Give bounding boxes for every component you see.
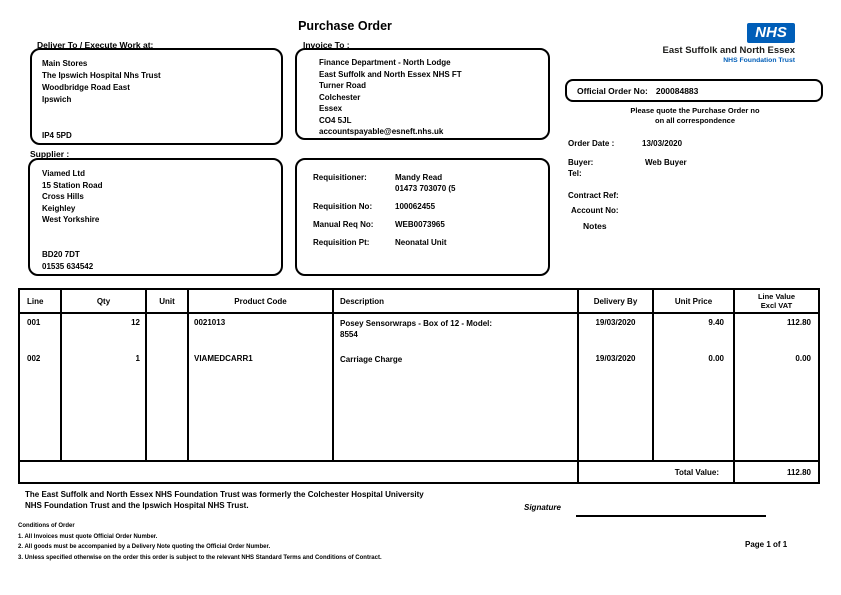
row1-unit-price: 9.40 [708,318,724,327]
line-items-table [18,288,820,484]
manual-req-no-label: Manual Req No: [313,220,374,229]
manual-req-no-value: WEB0073965 [395,220,445,229]
requisition-no-label: Requisition No: [313,202,373,211]
header-line-value: Line Value Excl VAT [757,292,796,310]
deliver-to-line: Main Stores [42,59,88,68]
row2-qty: 1 [135,354,140,363]
official-order-no-box [565,79,823,102]
deliver-to-line: Woodbridge Road East [42,83,130,92]
column-line-value [735,314,818,460]
header-description: Description [334,290,579,312]
row1-delivery-by: 19/03/2020 [595,318,636,327]
requisition-pt-value: Neonatal Unit [395,238,447,247]
condition-item: 2. All goods must be accompanied by a Delivery Note quoting the Official Order Number. [18,544,271,550]
invoice-to-box [295,48,550,140]
supplier-line: 15 Station Road [42,180,103,190]
table-total-row [20,460,818,482]
condition-item: 1. All Invoices must quote Official Order Number. [18,533,158,540]
supplier-phone: 01535 634542 [42,261,94,271]
row2-line: 002 [27,354,41,363]
deliver-to-line: The Ipswich Hospital Nhs Trust [42,71,161,80]
row2-description: Carriage Charge [340,355,403,364]
row2-line-value: 0.00 [795,354,811,363]
supplier-line [42,226,281,238]
column-line [20,314,62,460]
total-value-amount: 112.80 [786,467,811,477]
requisitioner-tel: 01473 703070 (5 [395,184,456,193]
column-qty [62,314,147,460]
order-date-label: Order Date : [568,139,615,148]
signature-line [576,515,766,517]
conditions-of-order [18,521,382,563]
row2-unit-price: 0.00 [708,354,724,363]
invoice-to-line: Essex [319,104,343,113]
requisition-pt-label: Requisition Pt: [313,238,370,247]
requisitioner-label: Requisitioner: [313,173,367,182]
deliver-to-line: Ipswich [42,95,72,104]
header-line: Line [20,290,62,312]
table-body [20,314,818,460]
supplier-line: Viamed Ltd [42,169,85,178]
nhs-logo: NHS [747,23,795,43]
requisition-no-value: 100062455 [395,202,436,211]
trust-history-note: The East Suffolk and North Essex NHS Foundation Trust was formerly the Colchester Hospital University NHS Foundation Trust and the Ipswich Hospital NHS Trust. [25,490,424,510]
column-delivery-by [579,314,654,460]
deliver-to-line [42,118,281,130]
column-product-code [189,314,334,460]
column-unit [147,314,189,460]
header-unit: Unit [147,290,189,312]
supplier-label: Supplier : [30,149,70,159]
row2-product-code: VIAMEDCARR1 [194,354,253,363]
page-number: Page 1 of 1 [745,540,788,549]
invoice-to-line: Colchester [319,92,361,102]
page-title: Purchase Order [298,19,392,33]
header-unit-price: Unit Price [654,290,735,312]
invoice-to-label: Invoice To : [303,40,350,50]
row1-line: 001 [27,318,41,327]
header-product-code: Product Code [189,290,334,312]
nhs-org-name: East Suffolk and North Essex [662,45,795,56]
deliver-to-label: Deliver To / Execute Work at: [37,40,154,50]
requisitioner-name: Mandy Read [395,173,443,182]
row1-product-code: 0021013 [194,318,226,327]
invoice-to-line: Turner Road [319,81,366,90]
column-description [334,314,579,460]
supplier-box [28,158,283,276]
supplier-postcode: BD20 7DT [42,250,80,260]
supplier-line [42,238,281,250]
supplier-line: Cross Hills [42,192,84,202]
account-no-label: Account No: [571,206,619,215]
invoice-to-line: East Suffolk and North Essex NHS FT [319,69,462,79]
invoice-to-line: CO4 5JL [319,115,352,125]
conditions-title: Conditions of Order [18,523,75,529]
condition-item: 3. Unless specified otherwise on the order this order is subject to the relevant NHS Standard Terms and Conditions of Contract. [18,554,382,561]
invoice-to-line: Finance Department - North Lodge [319,58,451,67]
row2-delivery-by: 19/03/2020 [595,354,636,363]
total-value-label: Total Value: [579,462,735,482]
buyer-label: Buyer: [568,158,594,167]
order-date-value: 13/03/2020 [642,139,683,148]
deliver-to-line [42,106,281,118]
deliver-to-box [30,48,283,145]
deliver-to-line: IP4 5PD [42,131,72,140]
row1-unit [147,318,187,354]
total-row-spacer [20,462,579,482]
contract-ref-label: Contract Ref: [568,191,619,200]
requisition-box [295,158,550,276]
notes-label: Notes [583,221,607,231]
row1-description: Posey Sensorwraps - Box of 12 - Model: 8554 [340,319,493,339]
nhs-trust-name: NHS Foundation Trust [723,57,795,64]
supplier-line: Keighley [42,203,76,213]
buyer-value: Web Buyer [645,158,687,167]
supplier-line: West Yorkshire [42,215,100,225]
order-note-line2: on all correspondence [654,115,736,125]
header-qty: Qty [62,290,147,312]
official-order-no-label: Official Order No: [577,85,648,96]
invoice-to-email: accountspayable@esneft.nhs.uk [319,127,444,136]
official-order-no-value: 200084883 [655,85,699,96]
table-header-row [20,290,818,314]
tel-label: Tel: [568,169,582,178]
header-delivery-by: Delivery By [579,290,654,312]
row1-line-value: 112.80 [786,318,811,327]
order-note-line1: Please quote the Purchase Order no [630,106,760,115]
signature-label: Signature [524,503,561,512]
column-unit-price [654,314,735,460]
row1-qty: 12 [131,318,140,327]
order-note [575,106,815,125]
